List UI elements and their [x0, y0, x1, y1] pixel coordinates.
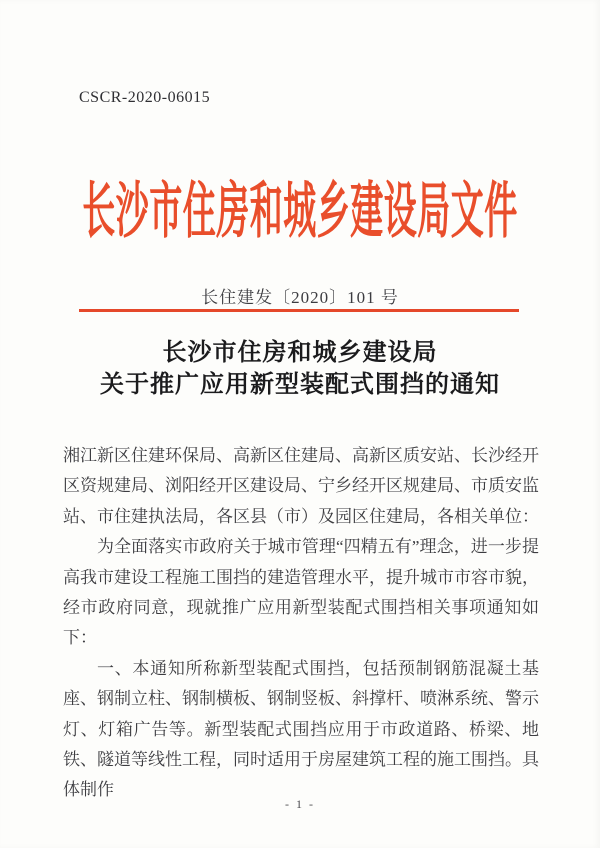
- document-subject: [0, 338, 600, 401]
- subject-line-2: 关于推广应用新型装配式围挡的通知: [100, 371, 500, 398]
- item-one-paragraph: 一、本通知所称新型装配式围挡，包括预制钢筋混凝土基座、钢制立柱、钢制横板、钢制竖板、斜撑杆、喷淋系统、警示灯、灯箱广告等。新型装配式围挡应用于市政道路、桥梁、地铁、隧道等线性工程，同时适用于房屋建筑工程的施工围挡。具体制作: [63, 658, 539, 800]
- preamble-paragraph: 为全面落实市政府关于城市管理“四精五有”理念，进一步提高我市建设工程施工围挡的建造管理水平，提升城市市容市貌，经市政府同意，现就推广应用新型装配式围挡相关事项通知如下：: [63, 537, 539, 648]
- document-code: CSCR-2020-06015: [79, 89, 211, 106]
- letterhead: [0, 160, 600, 252]
- addressee-paragraph: 湘江新区住建环保局、高新区住建局、高新区质安站、长沙经开区资规建局、浏阳经开区建设局、宁乡经开区规建局、市质安监站、市住建执法局，各区县（市）及园区住建局，各相关单位：: [63, 446, 539, 526]
- document-body: [63, 441, 539, 806]
- red-divider-rule: [79, 309, 519, 312]
- reference-number: 长住建发〔2020〕101 号: [201, 288, 399, 307]
- agency-letterhead-title: 长沙市住房和城乡建设局文件: [82, 179, 518, 246]
- page-number: - 1 -: [285, 797, 315, 811]
- subject-line-1: 长沙市住房和城乡建设局: [162, 340, 438, 366]
